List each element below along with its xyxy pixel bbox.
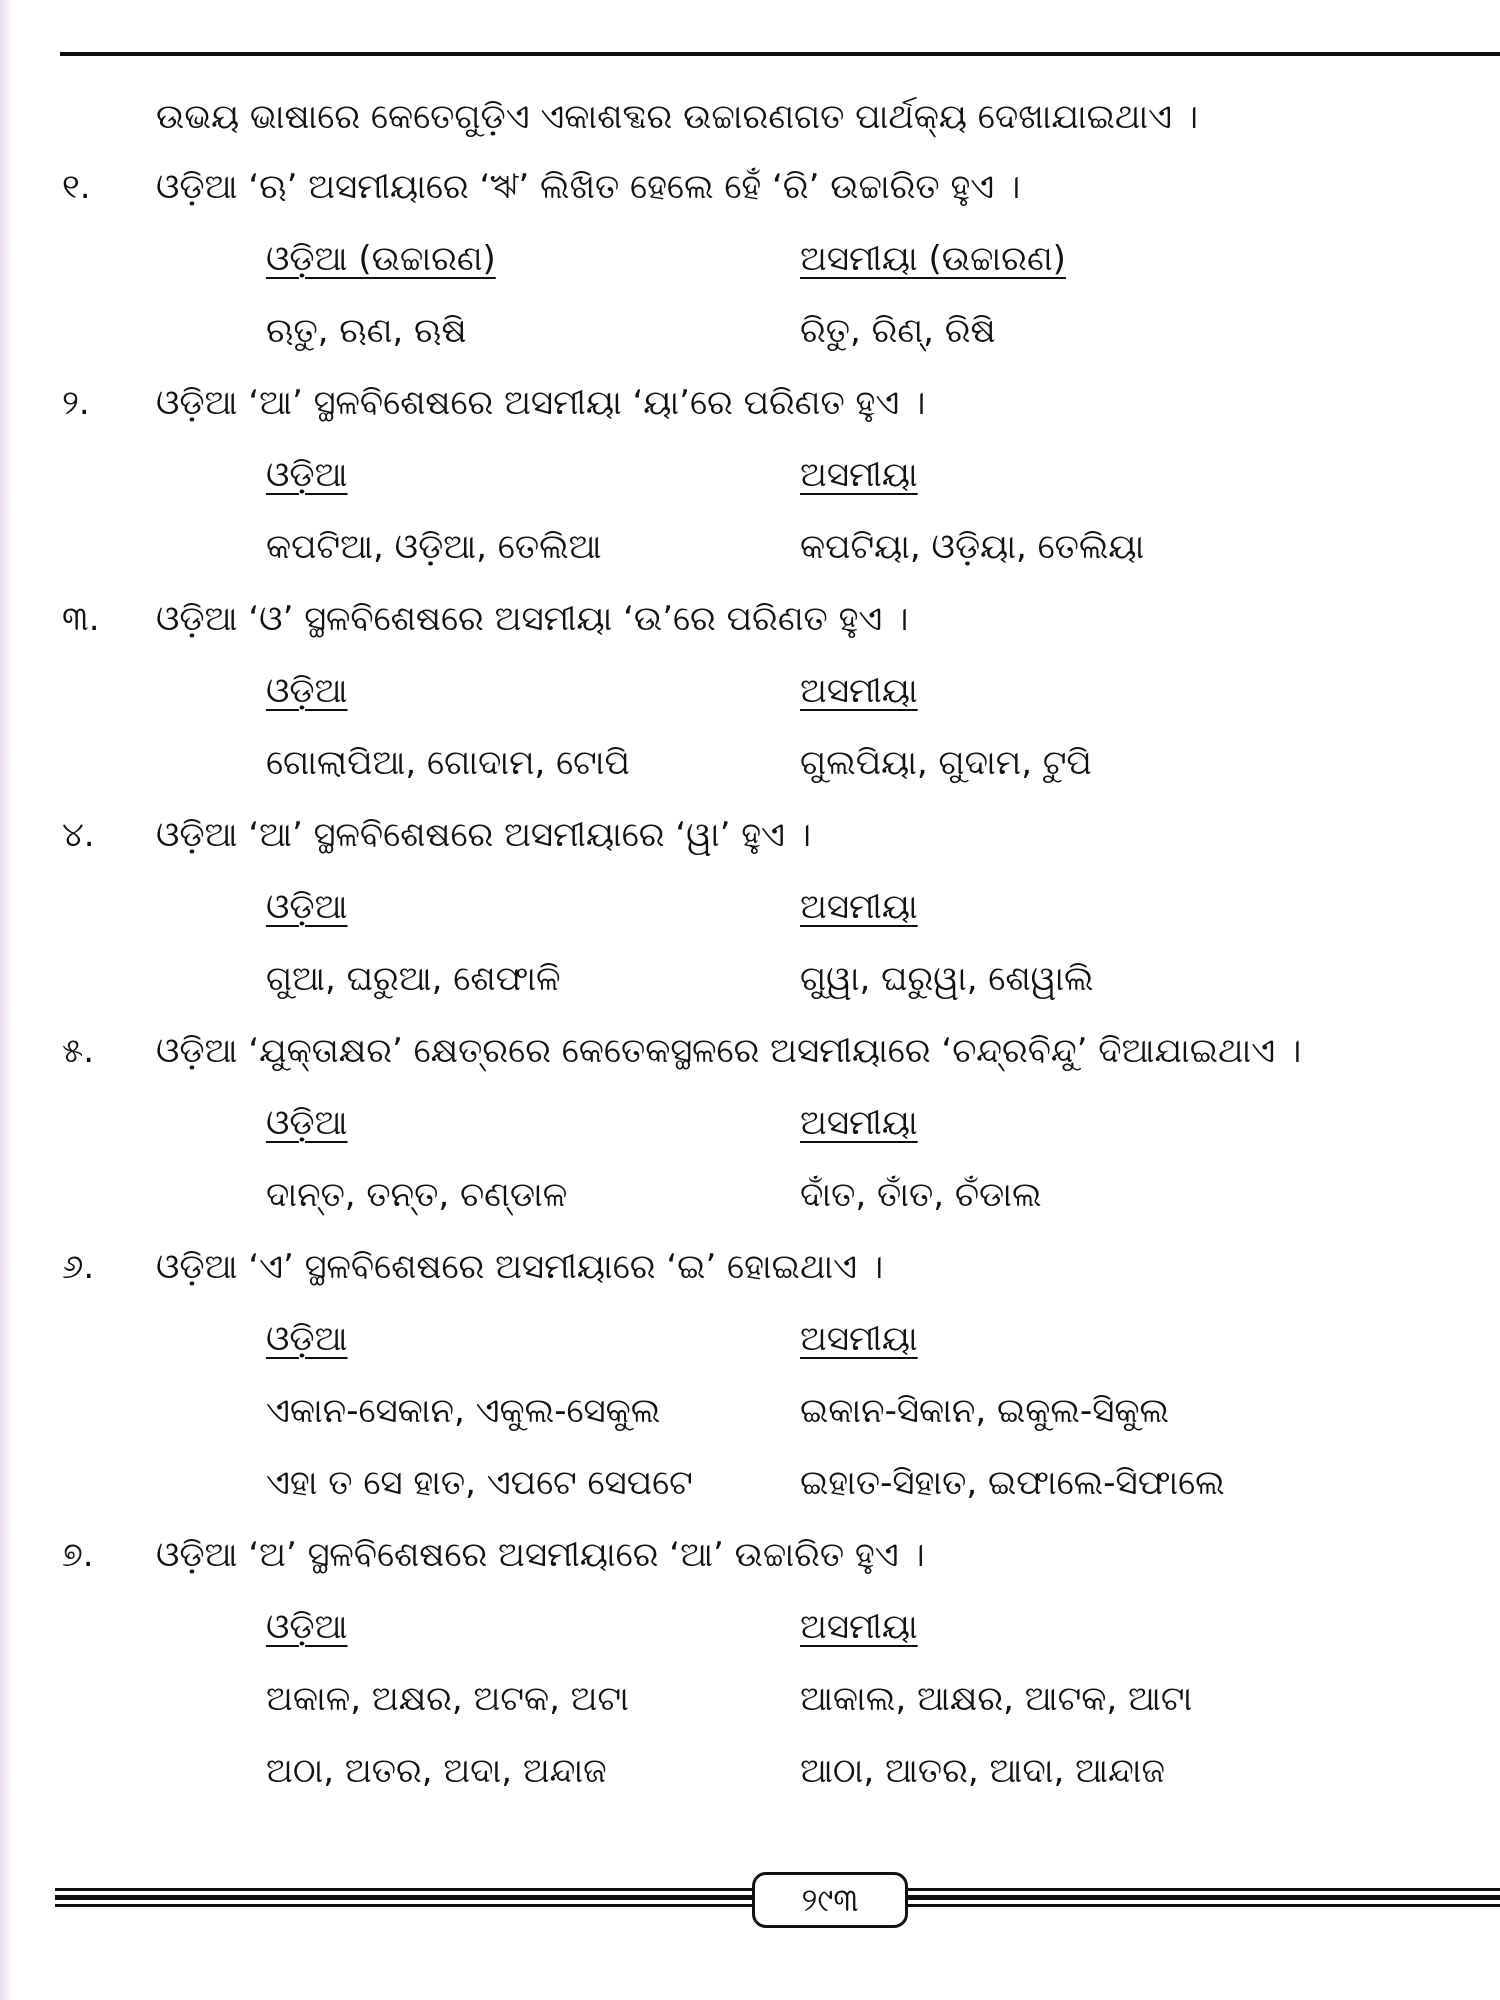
rule-2-header-line (0, 445, 1500, 505)
rule-1-statement-line (0, 157, 1500, 217)
rule-6-header-odia: ଓଡ଼ିଆ (266, 1319, 348, 1359)
rule-1-example-odia: ଋତୁ, ଋଣ, ଋଷି (266, 311, 467, 351)
rule-5-example-odia: ଦାନ୍ତ, ତନ୍ତ, ଚଣ୍ଡାଳ (266, 1175, 568, 1215)
rule-4-example-1 (0, 949, 1500, 1009)
rule-6-header-assamese: ଅସମୀୟା (800, 1319, 918, 1359)
rule-7-number: ୭. (62, 1535, 94, 1575)
rule-3-header-assamese: ଅସମୀୟା (800, 671, 918, 711)
rule-4-header-assamese: ଅସମୀୟା (800, 887, 918, 927)
rule-6-statement: ଓଡ଼ିଆ ‘ଏ’ ସ୍ଥଳବିଶେଷରେ ଅସମୀୟାରେ ‘ଇ’ ହୋଇଥାଏ । (156, 1247, 884, 1287)
intro-line (0, 87, 1500, 147)
intro-text: ଉଭୟ ଭାଷାରେ କେତେଗୁଡ଼ିଏ ଏକାଶବ୍ଦର ଉଚ୍ଚାରଣଗତ ପାର୍ଥକ୍ୟ ଦେଖାଯାଇଥାଏ । (156, 97, 1199, 137)
rule-4-header-odia: ଓଡ଼ିଆ (266, 887, 348, 927)
rule-7-example-2 (0, 1741, 1500, 1801)
rule-6-statement-line (0, 1237, 1500, 1297)
rule-3-example-assamese: ଗୁଲପିୟା, ଗୁଦାମ, ଟୁପି (800, 743, 1092, 783)
rule-7-statement: ଓଡ଼ିଆ ‘ଅ’ ସ୍ଥଳବିଶେଷରେ ଅସମୀୟାରେ ‘ଆ’ ଉଚ୍ଚାରିତ ହୁଏ । (156, 1535, 925, 1575)
rule-3-header-line (0, 661, 1500, 721)
rule-2-number: ୨. (62, 383, 90, 423)
rule-1-number: ୧. (62, 167, 91, 207)
rule-7-header-assamese: ଅସମୀୟା (800, 1607, 918, 1647)
rule-3-header-odia: ଓଡ଼ିଆ (266, 671, 348, 711)
rule-3-statement-line (0, 589, 1500, 649)
rule-4-statement-line (0, 805, 1500, 865)
rule-3-number: ୩. (62, 599, 100, 639)
page-number: ୨୯୩ (752, 1872, 908, 1928)
rule-7-statement-line (0, 1525, 1500, 1585)
rule-5-header-odia: ଓଡ଼ିଆ (266, 1103, 348, 1143)
rule-1-example-assamese: ରିତୁ, ରିଣ୍, ରିଷି (800, 311, 996, 351)
rule-5-example-assamese: ଦାଁତ, ତାଁତ, ଚଁଡାଲ (800, 1175, 1042, 1215)
rule-2-example-odia: କପଟିଆ, ଓଡ଼ିଆ, ତେଲିଆ (266, 527, 602, 567)
rule-6-example-2 (0, 1453, 1500, 1513)
rule-7-example-1-assamese: ଆକାଲ, ଆକ୍ଷର, ଆଟକ, ଆଟା (800, 1679, 1193, 1719)
rule-6-example-1 (0, 1381, 1500, 1441)
rule-6-header-line (0, 1309, 1500, 1369)
rule-3-example-1 (0, 733, 1500, 793)
rule-2-header-odia: ଓଡ଼ିଆ (266, 455, 348, 495)
rule-7-header-odia: ଓଡ଼ିଆ (266, 1607, 348, 1647)
rule-4-header-line (0, 877, 1500, 937)
rule-7-example-2-odia: ଅଠା, ଅତର, ଅଦା, ଅନ୍ଦାଜ (266, 1751, 607, 1791)
rule-2-statement: ଓଡ଼ିଆ ‘ଆ’ ସ୍ଥଳବିଶେଷରେ ଅସମୀୟା ‘ୟା’ରେ ପରିଣତ ହୁଏ । (156, 383, 926, 423)
rule-3-example-odia: ଗୋଲାପିଆ, ଗୋଦାମ, ଟୋପି (266, 743, 630, 783)
rule-1-example-1 (0, 301, 1500, 361)
rule-4-statement: ଓଡ଼ିଆ ‘ଆ’ ସ୍ଥଳବିଶେଷରେ ଅସମୀୟାରେ ‘ୱା’ ହୁଏ । (156, 815, 812, 855)
rule-2-example-1 (0, 517, 1500, 577)
rule-4-example-assamese: ଗୁୱା, ଘରୁୱା, ଶେୱାଲି (800, 959, 1094, 999)
rule-6-example-1-odia: ଏକାନ-ସେକାନ, ଏକୁଲ-ସେକୁଲ (266, 1391, 661, 1431)
rule-6-example-2-odia: ଏହା ତ ସେ ହାତ, ଏପଟେ ସେପଟେ (266, 1463, 693, 1503)
rule-7-example-1 (0, 1669, 1500, 1729)
rule-5-header-assamese: ଅସମୀୟା (800, 1103, 918, 1143)
rule-4-number: ୪. (62, 815, 95, 855)
rule-6-example-2-assamese: ଇହାତ-ସିହାତ, ଇଫାଲେ-ସିଫାଲେ (800, 1463, 1225, 1503)
rule-1-statement: ଓଡ଼ିଆ ‘ଋ’ ଅସମୀୟାରେ ‘ঋ’ ଲିଖିତ ହେଲେ ହେଁ ‘ରି’ ଉଚ୍ଚାରିତ ହୁଏ । (156, 167, 1021, 207)
rule-3-statement: ଓଡ଼ିଆ ‘ଓ’ ସ୍ଥଳବିଶେଷରେ ଅସମୀୟା ‘ଉ’ରେ ପରିଣତ ହୁଏ । (156, 599, 909, 639)
rule-6-example-1-assamese: ଇକାନ-ସିକାନ, ଇକୁଲ-ସିକୁଲ (800, 1391, 1170, 1431)
rule-5-statement: ଓଡ଼ିଆ ‘ଯୁକ୍ତାକ୍ଷର’ କ୍ଷେତ୍ରରେ କେତେକସ୍ଥଳରେ ଅସମୀୟାରେ ‘ଚନ୍ଦ୍ରବିନ୍ଦୁ’ ଦିଆଯାଇଥାଏ । (156, 1031, 1302, 1071)
rule-1-header-odia: ଓଡ଼ିଆ (ଉଚ୍ଚାରଣ) (266, 239, 496, 279)
rule-6-number: ୬. (62, 1247, 95, 1287)
rule-2-header-assamese: ଅସମୀୟା (800, 455, 918, 495)
rule-7-example-1-odia: ଅକାଳ, ଅକ୍ଷର, ଅଟକ, ଅଟା (266, 1679, 629, 1719)
rule-1-header-assamese: ଅସମୀୟା (ଉଚ୍ଚାରଣ) (800, 239, 1066, 279)
rule-4-example-odia: ଗୁଆ, ଘରୁଆ, ଶେଫାଳି (266, 959, 561, 999)
rule-2-example-assamese: କପଟିୟା, ଓଡ଼ିୟା, ତେଲିୟା (800, 527, 1145, 567)
rule-5-statement-line (0, 1021, 1500, 1081)
rule-5-header-line (0, 1093, 1500, 1153)
rule-7-header-line (0, 1597, 1500, 1657)
rule-2-statement-line (0, 373, 1500, 433)
rule-1-header-line (0, 229, 1500, 289)
rule-7-example-2-assamese: ଆଠା, ଆତର, ଆଦା, ଆନ୍ଦାଜ (800, 1751, 1165, 1791)
rule-5-number: ୫. (62, 1031, 95, 1071)
rule-5-example-1 (0, 1165, 1500, 1225)
